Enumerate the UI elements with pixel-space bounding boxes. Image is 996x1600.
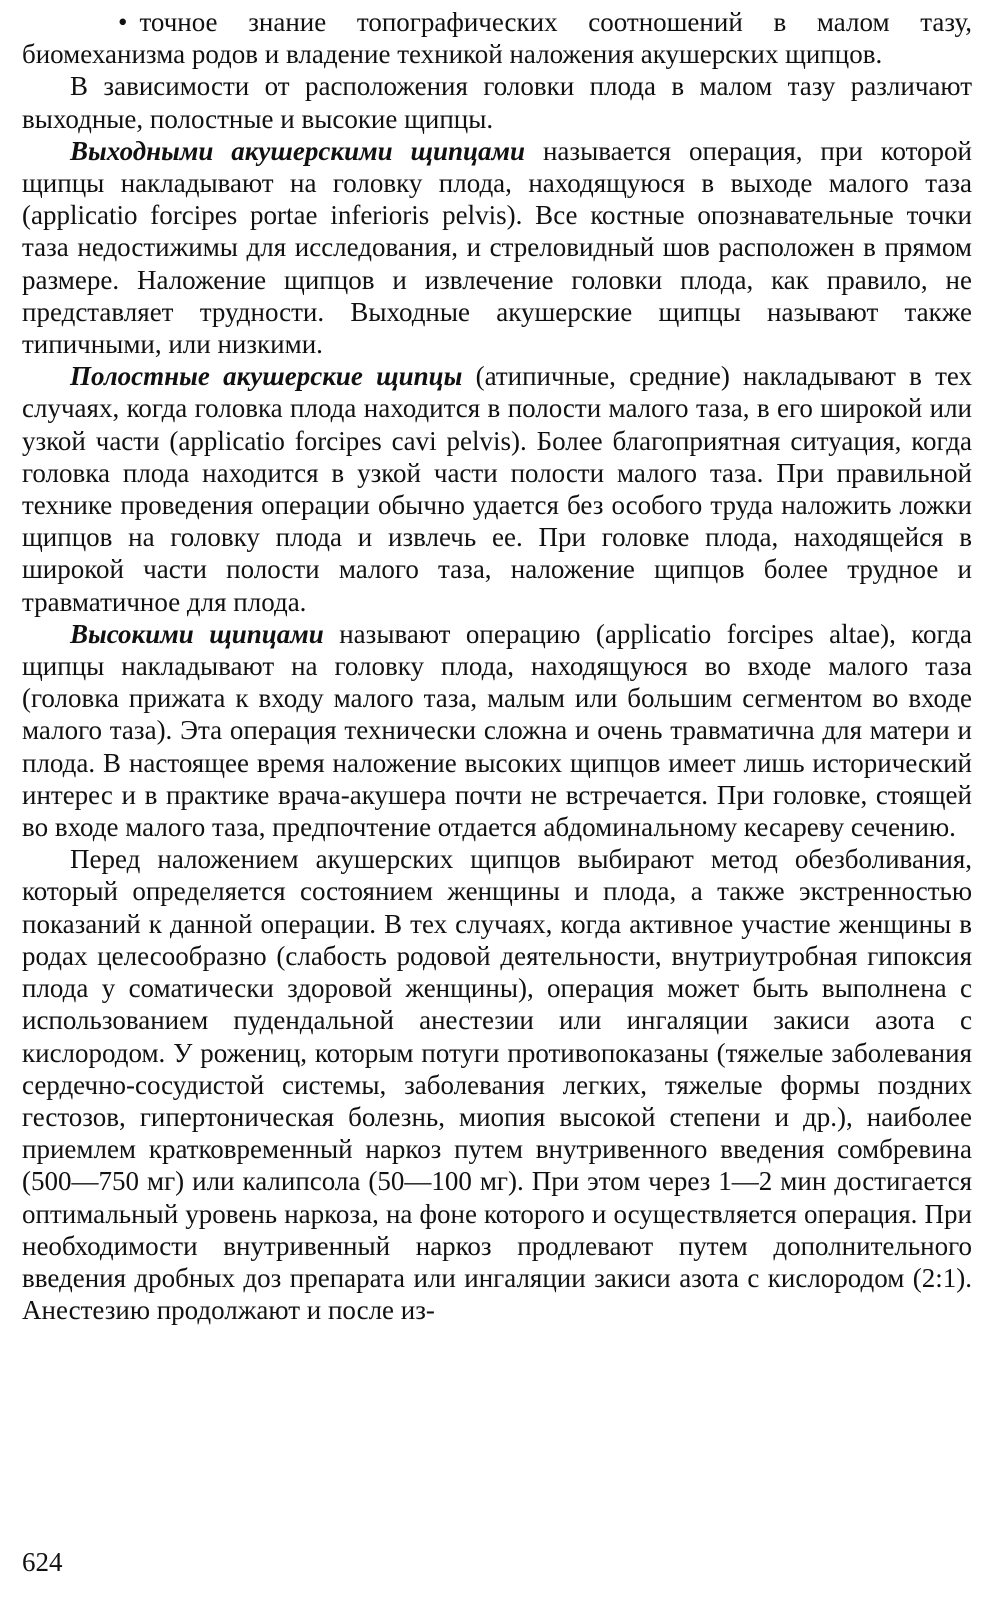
bullet-text: точное знание топографических соотношений в малом тазу, биомеханизма родов и владение техникой наложения акушерских щипцов. <box>22 7 972 70</box>
term-outlet-forceps: Выходными акушерскими щипцами <box>70 135 526 166</box>
page-body <box>22 6 972 1326</box>
bullet-mark: • <box>118 7 128 37</box>
bullet-item <box>22 6 972 70</box>
page-number: 624 <box>22 1547 63 1577</box>
paragraph-high-forceps <box>22 618 972 843</box>
paragraph-anesthesia: Перед наложением акушерских щипцов выбирают метод обезболивания, который определяется состоянием женщины и плода, а также экстренностью показаний к данной операции. В тех случаях, когда активное участие женщины в родах целесообразно (слабость родовой деятельности, внутриутробная гипоксия плода у соматически здоровой женщины), операция может быть выполнена с использованием пудендальной анестезии или ингаляции закиси азота с кислородом. У рожениц, которым потуги противопоказаны (тяжелые заболевания сердечно-сосудистой системы, заболевания легких, тяжелые формы поздних гестозов, гипертоническая болезнь, миопия высокой степени и др.), наиболее приемлем кратковременный наркоз путем внутривенного введения сомбревина (500—750 мг) или калипсола (50—100 мг). При этом через 1—2 мин достигается оптимальный уровень наркоза, на фоне которого и осуществляется операция. При необходимости внутривенный наркоз продлевают путем дополнительного введения дробных доз препарата или ингаляции закиси азота с кислородом (2:1). Анестезию продолжают и после из- <box>22 844 972 1326</box>
paragraph-high-forceps-text: называют операцию (applicatio forcipes altae), когда щипцы накладывают на головку плода, находящуюся во входе малого таза (головка прижата к входу малого таза, малым или большим сегментом во входе малого таза). Эта операция технически сложна и очень травматична для матери и плода. В настоящее время наложение высоких щипцов имеет лишь исторический интерес и в практике врача-акушера почти не встречается. При головке, стоящей во входе малого таза, предпочтение отдается абдоминальному кесареву сечению. <box>22 618 972 843</box>
paragraph-forceps-classification: В зависимости от расположения головки плода в малом тазу различают выходные, полостные и высокие щипцы. <box>22 71 972 134</box>
paragraph-outlet-forceps <box>22 135 972 360</box>
paragraph-midcavity-forceps <box>22 360 972 618</box>
term-high-forceps: Высокими щипцами <box>70 618 324 649</box>
term-midcavity-forceps: Полостные акушерские щипцы <box>70 361 463 392</box>
paragraph-outlet-forceps-text: называется операция, при которой щипцы накладывают на головку плода, находящуюся в выходе малого таза (applicatio forcipes portae inferioris pelvis). Все костные опознавательные точки таза недостижимы для исследования, и стреловидный шов расположен в прямом размере. Наложение щипцов и извлечение головки плода, как правило, не представляет трудности. Выходные акушерские щипцы называют также типичными, или низкими. <box>22 135 972 360</box>
paragraph-midcavity-forceps-text: (атипичные, средние) накладывают в тех случаях, когда головка плода находится в полости малого таза, в его широкой или узкой части (applicatio forcipes cavi pelvis). Более благоприятная ситуация, когда головка плода находится в узкой части полости малого таза. При правильной технике проведения операции обычно удается без особого труда наложить ложки щипцов на головку плода и извлечь ее. При головке плода, находящейся в широкой части полости малого таза, наложение щипцов более трудное и травматичное для плода. <box>22 361 972 617</box>
